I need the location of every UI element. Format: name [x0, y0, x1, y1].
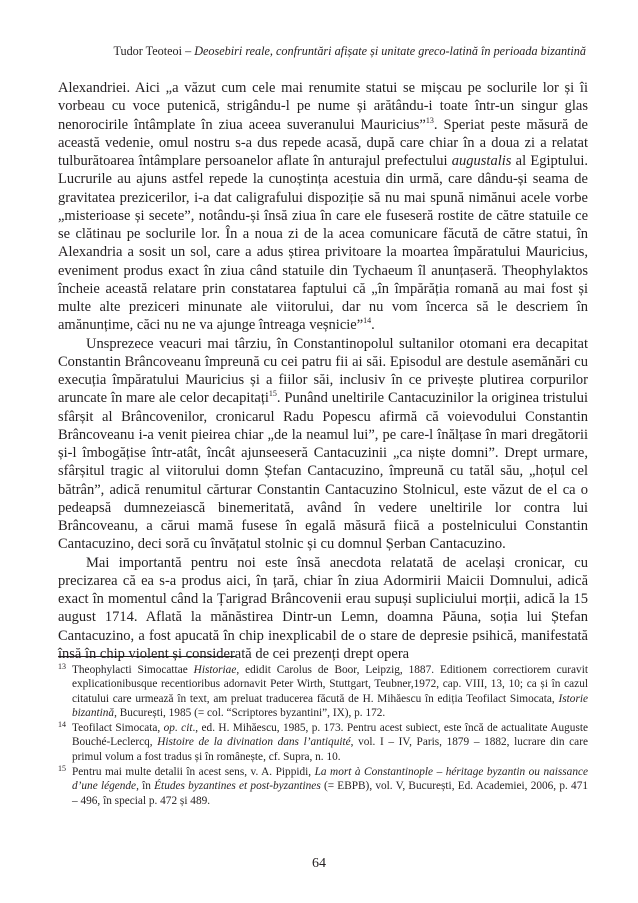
note-italic: Historiae: [193, 664, 237, 676]
text-run: al Egiptului. Lucrurile au ajuns astfel repede la cunoștința acestuia din urmă, care dându-și seama de gravitatea prezicerilor, i-a dat caligrafului dispoziție să nu mai spună nimănui acele vorbe „misterioase și secete”, notându-și însă ziua în care ele fuseseră rostite de către statuile ce se clătinau pe soclurile lor. În a noua zi de la acea comunicare făcută de către statui, în Alexandria a sosit un sol, care a adus știrea privitoare la moartea împăratului Mauricius, eveniment produs exact în ziua când statuile din Tychaeum îl anunțaseră. Theophylaktos încheie această relatare prin constatarea faptului că „în împărăția romană au mai fost și multe alte preziceri minunate ale viitorului, dar nu vom încerca să le descriem în amănunțime, căci nu ne va ajunge întreaga veșnicie”: [58, 153, 588, 334]
note-text: Theophylacti Simocattae: [72, 664, 194, 676]
footnote-ref-14[interactable]: 14: [363, 316, 372, 326]
note-italic: La mort à Constantinople – héritage byzantin ou naissance d’une légende,: [72, 766, 588, 793]
note-text: ., ed. H. Mihăescu, 1985, p. 173. Pentru acest subiect, este încă de actualitate Auguste Bouché-Leclercq,: [72, 722, 589, 749]
note-text: , vol. I – IV, Paris, 1879 – 1882, lucrare din care primul volum a fost tradus și în românește, cf. Supra, n. 10.: [72, 736, 588, 763]
footnote-number: 13: [58, 662, 66, 671]
note-italic: op. cit: [163, 722, 193, 735]
note-text: Pentru mai multe detalii în acest sens, v. A. Pippidi,: [72, 766, 315, 779]
paragraph-3: [58, 554, 588, 664]
note-text: , edidit Carolus de Boor, Leipzig, 1887. Editionem correctiorem curavit explicationibusque recentioribus adornavit Peter Wirth, Stuttgart, Teubner,1972, cap. VIII, 13, 10; ca și în cazul citatului care urmează în text, am preluat traducerea făcută de H. Mihăescu în ediția Teofilact Simocata,: [72, 664, 588, 705]
footnote-14: [58, 721, 588, 764]
paragraph-1: [58, 79, 588, 335]
footnote-13: [58, 663, 588, 720]
footnote-ref-15[interactable]: 15: [268, 389, 277, 399]
italic-term: augustalis: [451, 153, 512, 169]
text-run: Unsprezece veacuri mai târziu, în Constantinopolul sultanilor otomani era decapitat Constantin Brâncoveanu împreună cu cei patru fii ai săi. Episodul are destule asemănări cu execuția împăratului Mauricius și a fiilor săi, inclusiv în ce privește plutirea corpurilor aruncate în mare ale celor decapitați: [58, 335, 588, 407]
text-run: . Punând uneltirile Cantacuzinilor la originea tristului sfârșit al Brâncovenilor, cronicarul Radu Popescu afirmă că voievodului Constantin Brâncoveanu i-a venit pieirea chiar „de la neamul lui”, pe care-l înălțase în mari dregătorii și-l îmbogățise într-atât, încât ajunseeseră Cantacuzinii „ca niște domni”. Drept urmare, sfârșitul tragic al viitorului domn Ștefan Cantacuzino, împreună cu tatăl său, „hoțul cel bătrân”, adică renumitul cărturar Constantin Cantacuzino Stolnicul, este văzut de el ca o pedeapsă dumnezeiască binemeritată, având în vedere uneltirile lor contra lui Brâncoveanu, a cărui mamă fusese în egală măsură fiică a postelnicului Constantin Cantacuzino, deci soră cu învățatul stolnic și cu domnul Șerban Cantacuzino.: [58, 390, 588, 553]
header-title: Deosebiri reale, confruntări afișate și unitate greco-latină în perioada bizantină: [194, 44, 586, 58]
text-run: Mai importantă pentru noi este însă anecdota relatată de același cronicar, cu precizarea că ea s-a produs aici, în țară, chiar în ziua Adormirii Maicii Domnului, adică exact în momentul când la Țarigrad Brâncovenii erau supuși supliciului morții, adică la 15 august 1714. Aflată la mănăstirea Dintr-un Lemn, doamna Păuna, soția lui Ștefan Cantacuzino, a fost apucată în chip inexplicabil de o stare de depresie psihică, manifestată însă în chip violent și considerată de cei prezenți drept opera: [58, 554, 588, 662]
running-header: [58, 44, 586, 58]
footnote-ref-13[interactable]: 13: [425, 115, 434, 125]
note-text: , București, 1985 (= col. “Scriptores byzantini”, IX), p. 172.: [114, 706, 386, 719]
page-number: 64: [312, 856, 326, 871]
note-text: (= EBPB), vol. V, București, Ed. Academiei, 2006, p. 471 – 496, în special p. 472 și 489.: [72, 780, 588, 807]
paragraph-2: [58, 335, 588, 554]
footnote-number: 15: [58, 764, 66, 774]
text-run: . Speriat peste măsură de această vedenie, omul nostru s-a dus repede acasă, după care chiar în a doua zi a relatat tulburătoarea întâmplare persoanelor aflate în anturajul prefectului: [58, 116, 588, 169]
footnote-number: 14: [58, 720, 66, 730]
note-italic: Histoire de la divination dans l’antiquité: [157, 736, 351, 749]
footnote-divider: [58, 656, 236, 657]
footnotes: [58, 663, 588, 809]
main-text: [58, 79, 588, 663]
note-text: Teofilact Simocata,: [72, 722, 164, 735]
text-run: Alexandriei. Aici „a văzut cum cele mai renumite statui se mișcau pe soclurile lor și îi vorbeau cu voce putenică, strigându-l pe nume și arătându-i toate într-un singur glas nenorocirile întâmplate în ziua aceea suveranului Mauricius”: [58, 80, 588, 133]
text-run: .: [371, 317, 375, 334]
header-author: Tudor Teoteoi –: [113, 44, 195, 58]
note-italic: Istorie bizantină: [72, 692, 588, 719]
footnote-15: [58, 765, 588, 808]
note-italic: Études byzantines et post-byzantines: [154, 780, 321, 793]
note-text: în: [138, 780, 155, 793]
